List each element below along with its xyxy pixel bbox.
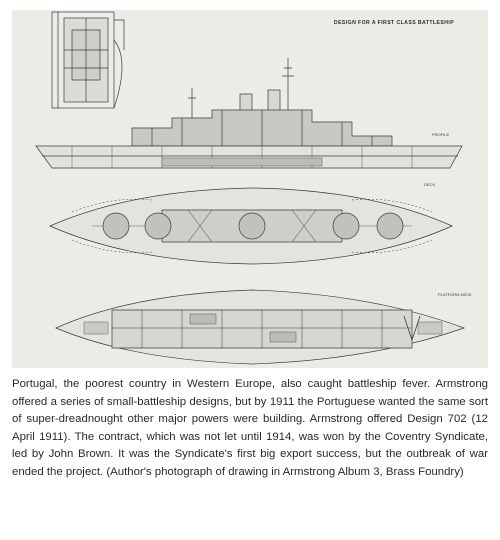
svg-text:PROFILE: PROFILE [432,132,450,137]
svg-text:PLATFORM DECK: PLATFORM DECK [438,292,472,297]
svg-text:DECK: DECK [424,182,436,187]
drawing-title: DESIGN FOR A FIRST CLASS BATTLESHIP [333,20,455,26]
battleship-plan-drawing [12,10,488,368]
battleship-drawing-photo [12,10,488,368]
figure-caption: Portugal, the poorest country in Western Europe, also caught battleship fever. Armstrong offered a series of small-battleship designs, but by 1911 the Portuguese wanted the same sort of super-dreadnought other major powers were building. Armstrong offered Design 702 (12 April 1911). The contract, which was not let until 1914, was won by the Coventry Syndicate, led by John Brown. It was the Syndicate's first big export success, but the outbreak of war ended the project. (Author's photograph of drawing in Armstrong Album 3, Brass Foundry) [12,378,488,478]
